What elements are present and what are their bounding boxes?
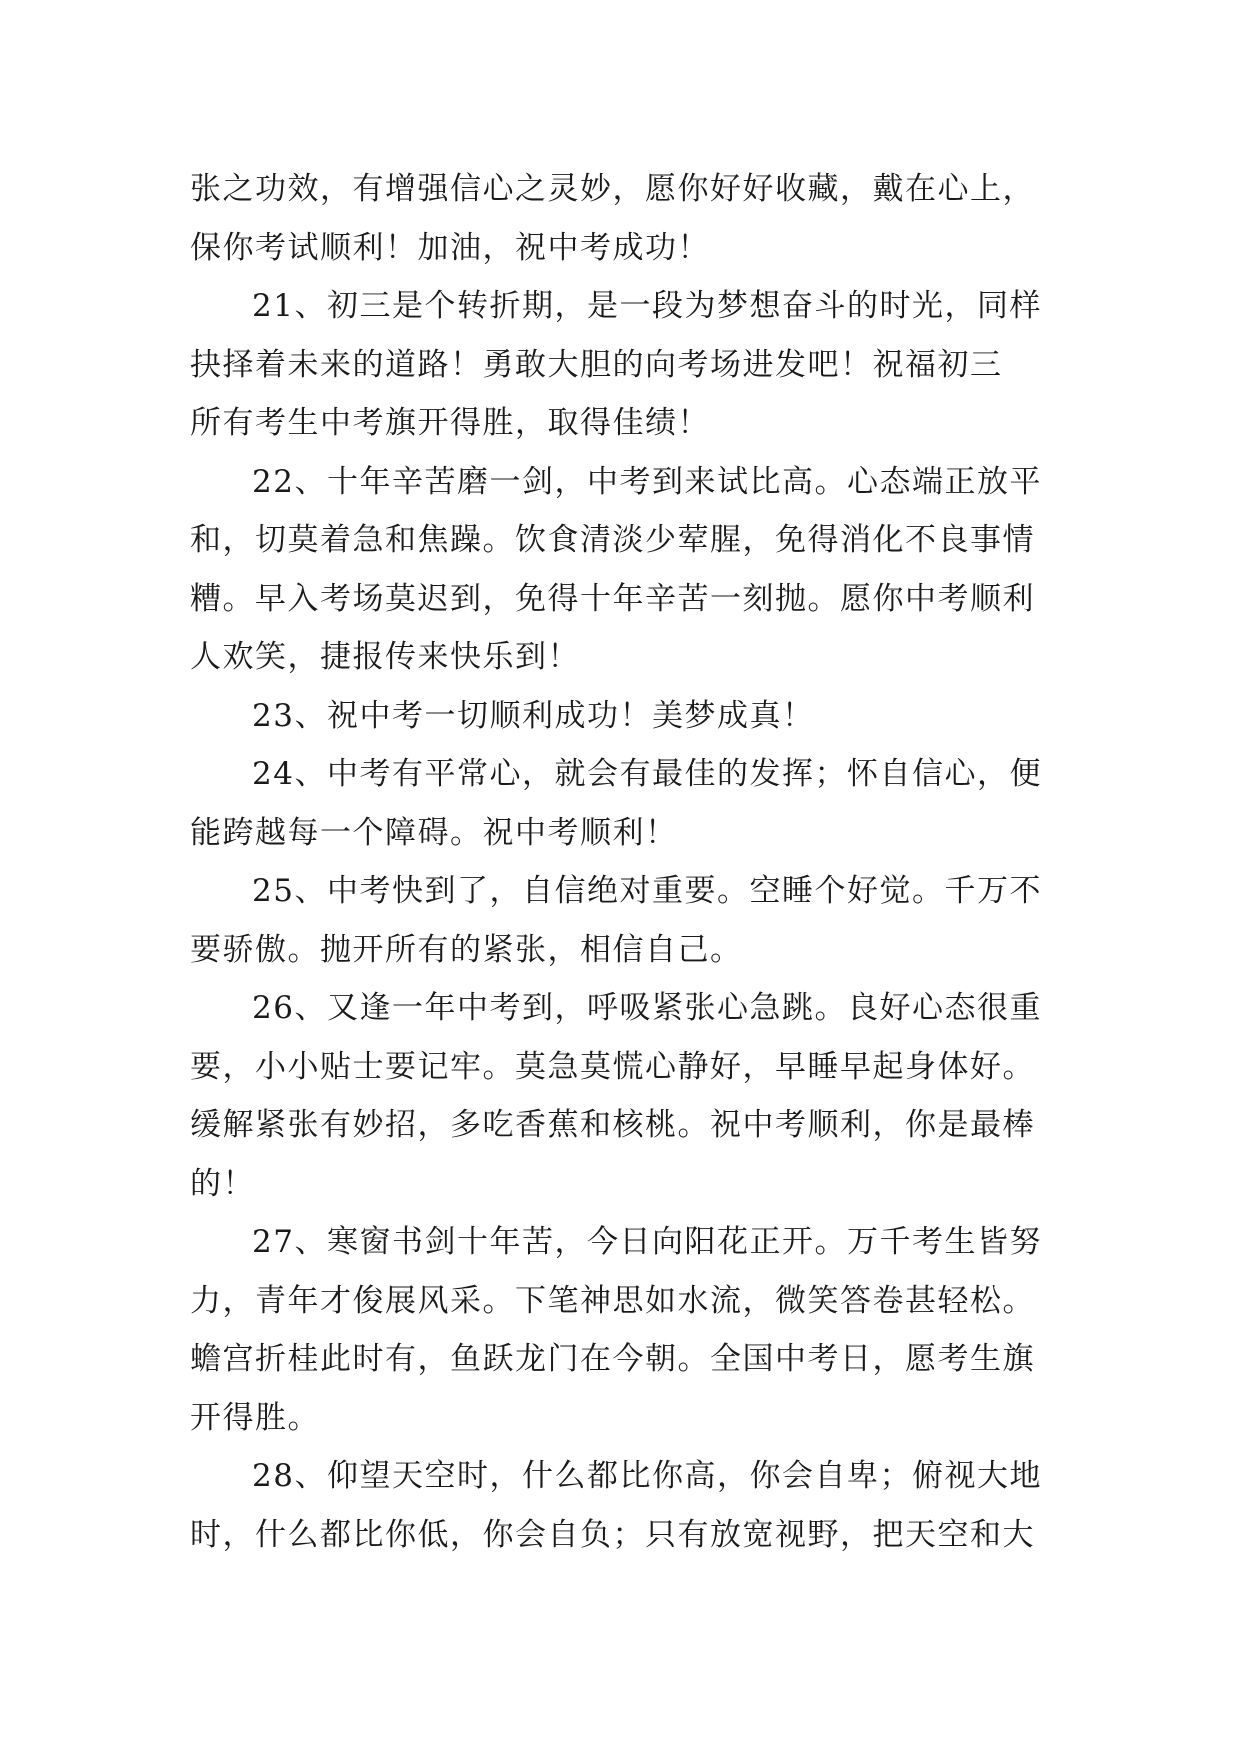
text-line: 要骄傲。抛开所有的紧张，相信自己。	[190, 931, 743, 968]
text-line: 22、十年辛苦磨一剑，中考到来试比高。心态端正放平	[252, 463, 1042, 500]
paragraph-item-25	[190, 862, 1050, 979]
text-line: 21、初三是个转折期，是一段为梦想奋斗的时光，同样	[252, 288, 1042, 324]
paragraph-item-24	[190, 745, 1050, 862]
text-line: 要，小小贴士要记牢。莫急莫慌心静好，早睡早起身体好。	[190, 1048, 1035, 1085]
text-line: 缓解紧张有妙招，多吃香蕉和核桃。祝中考顺利，你是最棒	[190, 1107, 1035, 1143]
text-line: 糟。早入考场莫迟到，免得十年辛苦一刻抛。愿你中考顺利	[190, 580, 1035, 617]
text-line: 人欢笑，捷报传来快乐到！	[190, 639, 580, 675]
text-line: 28、仰望天空时，什么都比你高，你会自卑；俯视大地	[252, 1458, 1042, 1494]
paragraph-item-27	[190, 1213, 1050, 1447]
text-line: 25、中考快到了，自信绝对重要。空睡个好觉。千万不	[252, 873, 1042, 909]
text-line: 力，青年才俊展风采。下笔神思如水流，微笑答卷甚轻松。	[190, 1282, 1035, 1319]
text-line: 所有考生中考旗开得胜，取得佳绩！	[190, 405, 710, 441]
text-line: 保你考试顺利！加油，祝中考成功！	[190, 229, 710, 266]
document-body	[190, 160, 1050, 1564]
text-line: 和，切莫着急和焦躁。饮食清淡少荤腥，免得消化不良事情	[190, 522, 1035, 558]
paragraph-continuation	[190, 160, 1050, 277]
text-line: 23、祝中考一切顺利成功！美梦成真！	[252, 697, 815, 734]
paragraph-item-26	[190, 979, 1050, 1213]
text-line: 24、中考有平常心，就会有最佳的发挥；怀自信心，便	[252, 756, 1042, 792]
paragraph-item-22	[190, 453, 1050, 687]
paragraph-item-28	[190, 1447, 1050, 1564]
text-line: 张之功效，有增强信心之灵妙，愿你好好收藏，戴在心上，	[190, 171, 1035, 207]
text-line: 能跨越每一个障碍。祝中考顺利！	[190, 814, 678, 851]
paragraph-item-23	[190, 687, 1050, 746]
text-line: 时，什么都比你低，你会自负；只有放宽视野，把天空和大	[190, 1516, 1035, 1553]
text-line: 27、寒窗书剑十年苦，今日向阳花正开。万千考生皆努	[252, 1224, 1042, 1260]
text-line: 蟾宫折桂此时有，鱼跃龙门在今朝。全国中考日，愿考生旗	[190, 1341, 1035, 1377]
text-line: 的！	[190, 1165, 255, 1202]
text-line: 抉择着未来的道路！勇敢大胆的向考场进发吧！祝福初三	[190, 346, 1003, 383]
text-line: 开得胜。	[190, 1399, 320, 1436]
paragraph-item-21	[190, 277, 1050, 453]
text-line: 26、又逢一年中考到，呼吸紧张心急跳。良好心态很重	[252, 990, 1042, 1026]
